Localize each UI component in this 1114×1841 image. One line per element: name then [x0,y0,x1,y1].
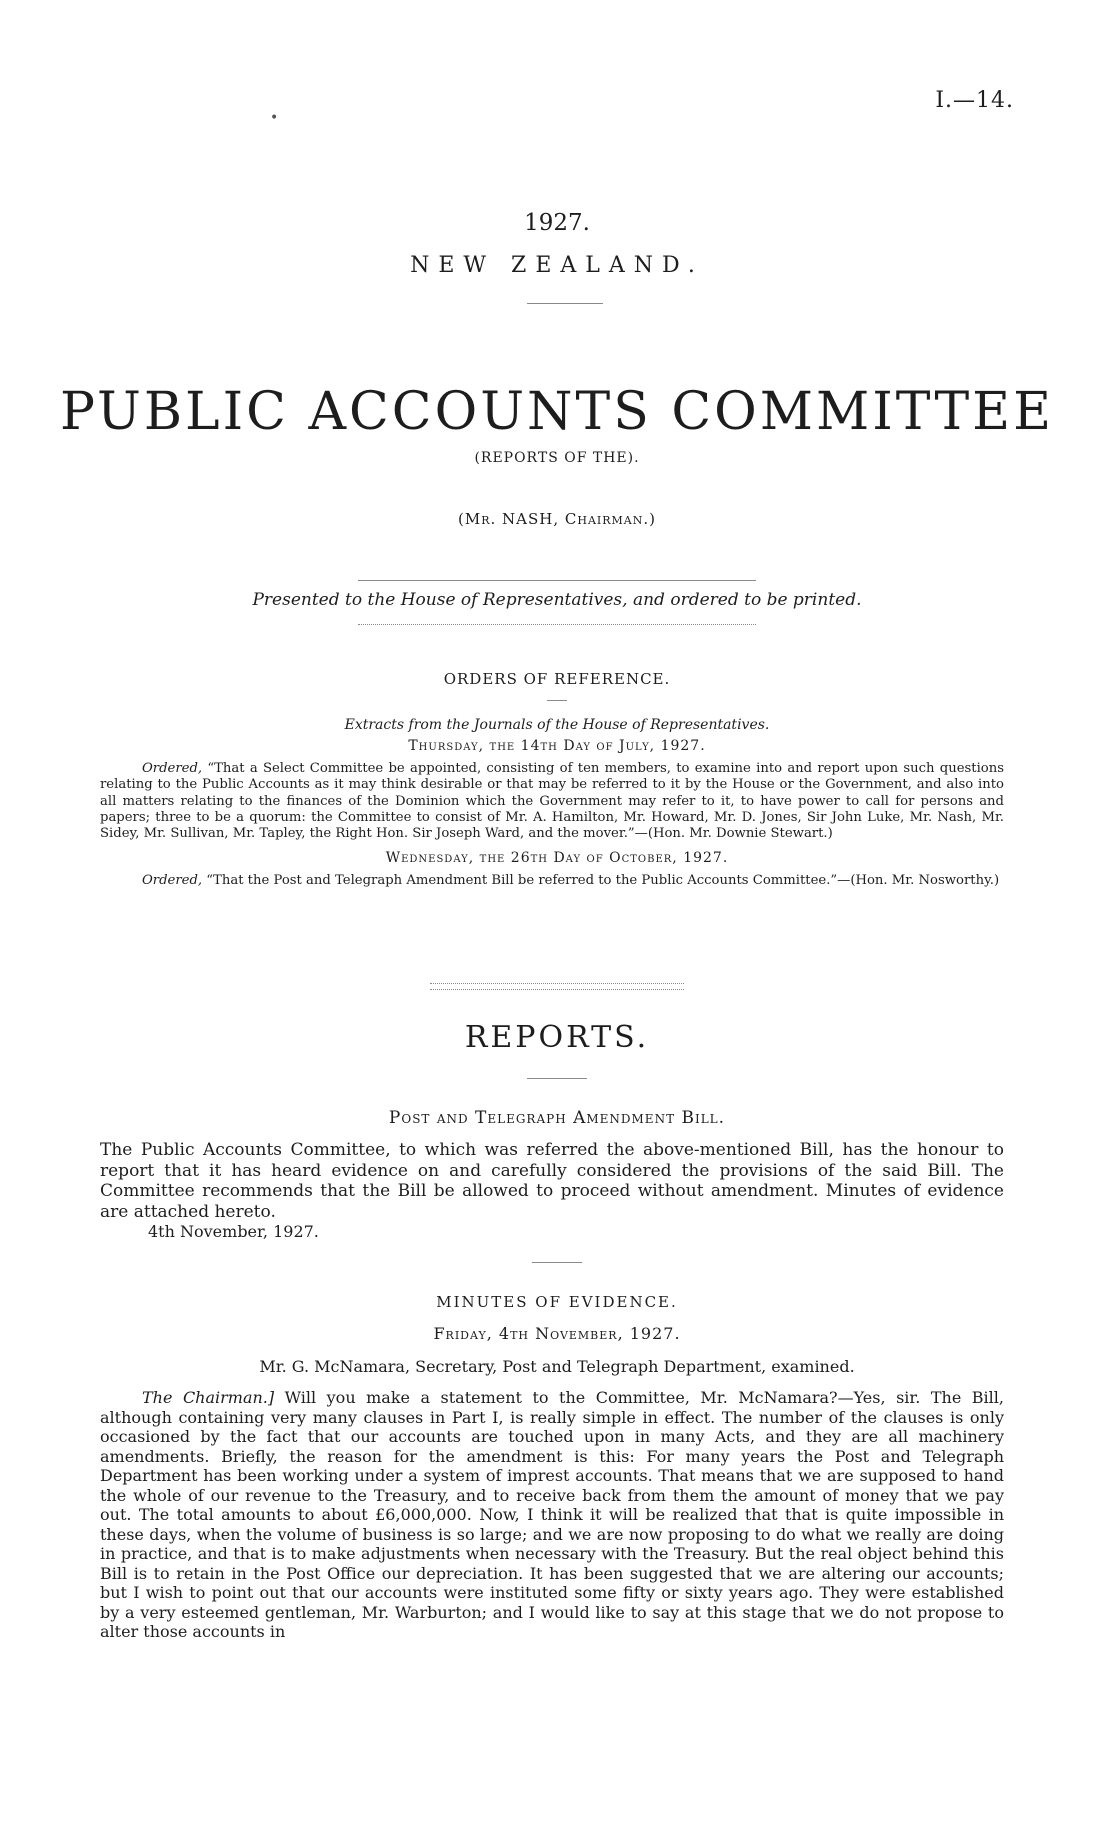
presented-line: Presented to the House of Representatives, and ordered to be printed. [252,590,862,610]
country: NEW ZEALAND. [410,253,704,278]
orders-heading: ORDERS OF REFERENCE. [443,670,671,688]
evidence-text: Will you make a statement to the Committee, Mr. McNamara?—Yes, sir. The Bill, although containing very many clauses in Part I, is really simple in effect. The number of the clauses is only occasioned by the fact that our accounts are touched upon in many Acts, and they are all machinery amendments. Briefly, the reason for the amendment is this: For many years the Post and Telegraph Department has been working under a system of imprest accounts. That means that we are supposed to hand the whole of our revenue to the Treasury, and to receive back from them the amount of money that we pay out. The total amounts to about £6,000,000. Now, I think it will be realized that that is quite impossible in these days, when the volume of business is so large; and we are now proposing to do what we really are doing in practice, and that is to make adjustments when necessary with the Treasury. But the real object behind this Bill is to retain in the Post Office our depreciation. It has been suggested that we are altering our accounts; but I wish to point out that our accounts were instituted some fifty or sixty years ago. They were established by a very esteemed gentleman, Mr. Warburton; and I would like to say at this stage that we do not propose to alter those accounts in [100,1388,1004,1641]
minutes-date: Friday, 4th November, 1927. [433,1324,681,1343]
order-2-label: Ordered, [142,873,203,888]
witness-line: Mr. G. McNamara, Secretary, Post and Telegraph Department, examined. [259,1357,855,1376]
section-divider-top [430,983,684,984]
year: 1927. [524,210,590,236]
order-paragraph-2 [100,873,1004,889]
page-reference: I.—14. [935,88,1014,113]
order-1-text: “That a Select Committee be appointed, consisting of ten members, to examine into and report upon such questions relating to the Public Accounts as it may think desirable or that may be referred to it by the House or the Government, and also into all matters relating to the finances of the Dominion which the Government may refer to it, to have power to call for persons and papers; three to be a quorum: the Committee to consist of Mr. A. Hamilton, Mr. Howard, Mr. D. Jones, Sir John Luke, Mr. Nash, Mr. Sidey, Mr. Sullivan, Mr. Tapley, the Right Hon. Sir Joseph Ward, and the mover.”—(Hon. Mr. Downie Stewart.) [100,761,1004,842]
section-divider-bottom [430,989,684,990]
title-divider [527,303,603,304]
stray-mark: • [270,110,279,126]
order-2-text: “That the Post and Telegraph Amendment Bill be referred to the Public Accounts Committee.”—(Hon. Mr. Nosworthy.) [202,873,1000,888]
reports-divider [527,1078,587,1079]
document-title: PUBLIC ACCOUNTS COMMITTEE [59,382,1055,442]
document-subtitle: (REPORTS OF THE). [474,450,640,466]
extracts-line: Extracts from the Journals of the House of Representatives. [344,717,770,733]
minutes-heading: MINUTES OF EVIDENCE. [436,1293,678,1311]
presented-bottom-rule [358,624,756,625]
chairman-line: (Mr. NASH, Chairman.) [458,510,656,528]
presented-top-rule [358,580,756,581]
order-date-1: Thursday, the 14th Day of July, 1927. [408,738,706,754]
order-1-label: Ordered, [142,761,203,776]
order-paragraph-1 [100,761,1004,842]
bill-title: Post and Telegraph Amendment Bill. [388,1108,726,1128]
evidence-paragraph [100,1388,1004,1642]
reports-heading: REPORTS. [464,1020,650,1055]
order-date-2: Wednesday, the 26th Day of October, 1927. [385,850,729,866]
report-date: 4th November, 1927. [148,1222,319,1241]
report-paragraph: The Public Accounts Committee, to which was referred the above-mentioned Bill, has the honour to report that it has heard evidence on and carefully considered the provisions of the said Bill. The Committee recommends that the Bill be allowed to proceed without amendment. Minutes of evidence are attached hereto. [100,1140,1004,1222]
orders-divider [547,700,567,701]
speaker-label: The Chairman.] [142,1388,275,1407]
minutes-divider [532,1262,582,1263]
